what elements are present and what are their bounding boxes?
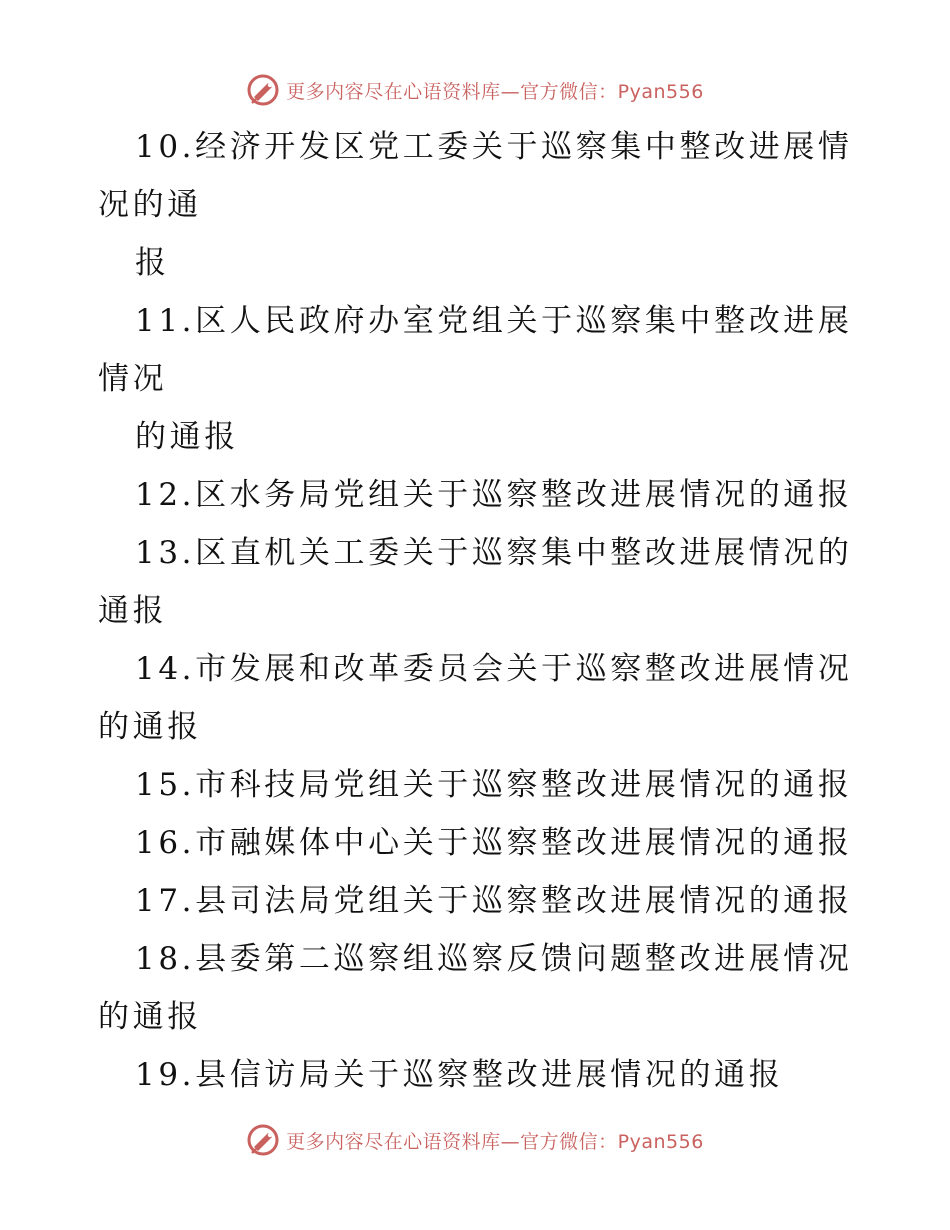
doc-line-11: 的通报: [98, 709, 202, 745]
doc-line-10: 14.市发展和改革委员会关于巡察整改进展情况: [135, 651, 853, 687]
footer-banner-text: 更多内容尽在心语资料库—官方微信：Pyan556: [286, 1130, 704, 1153]
header-banner-inner: [246, 73, 704, 107]
header-watermark-banner: [0, 70, 950, 110]
footer-watermark-banner: [0, 1120, 950, 1160]
pen-nib-logo-icon: [246, 73, 280, 107]
doc-line-8: 13.区直机关工委关于巡察集中整改进展情况的: [135, 535, 853, 571]
doc-line-2: 况的通: [98, 187, 202, 223]
header-banner-text: 更多内容尽在心语资料库—官方微信：Pyan556: [286, 80, 704, 103]
doc-line-4: 11.区人民政府办室党组关于巡察集中整改进展: [135, 303, 853, 339]
doc-line-13: 16.市融媒体中心关于巡察整改进展情况的通报: [135, 825, 853, 861]
doc-line-17: 19.县信访局关于巡察整改进展情况的通报: [135, 1057, 784, 1093]
pen-nib-logo-icon: [246, 1123, 280, 1157]
doc-line-5: 情况: [98, 361, 168, 397]
doc-line-6: 的通报: [135, 419, 239, 455]
doc-line-9: 通报: [98, 593, 168, 629]
doc-line-15: 18.县委第二巡察组巡察反馈问题整改进展情况: [135, 941, 853, 977]
doc-line-16: 的通报: [98, 999, 202, 1035]
doc-line-12: 15.市科技局党组关于巡察整改进展情况的通报: [135, 767, 853, 803]
footer-banner-inner: [246, 1123, 704, 1157]
doc-line-14: 17.县司法局党组关于巡察整改进展情况的通报: [135, 883, 853, 919]
doc-line-1: 10.经济开发区党工委关于巡察集中整改进展情: [135, 129, 853, 165]
doc-line-3: 报: [135, 245, 170, 281]
doc-line-7: 12.区水务局党组关于巡察整改进展情况的通报: [135, 477, 853, 513]
